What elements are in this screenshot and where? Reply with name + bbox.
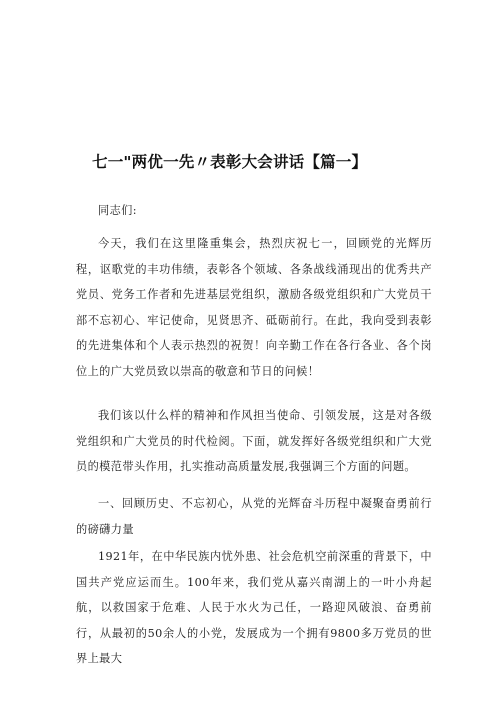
paragraph-3: 1921年，在中华民族内忧外患、社会危机空前深重的背景下，中国共产党应运而生。100年来，我们党从嘉兴南湖上的一叶小舟起航，以救国家于危难、人民于水火为己任，一路迎风破浪、奋勇前行，从最初的50余人的小党，发展成为一个拥有9800多万党员的世界上最大 [76,550,432,666]
salutation: 同志们: [98,204,137,217]
paragraph-2: 我们该以什么样的精神和作风担当使命、引领发展，这是对各级党组织和广大党员的时代检阅。下面，就发挥好各级党组织和广大党员的模范带头作用，扎实推动高质量发展,我强调三个方面的问题。 [76,409,432,474]
document-title: 七一"两优一先〃表彰大会讲话【篇一】 [92,153,368,171]
section-heading-1: 一、回顾历史、不忘初心，从党的光辉奋斗历程中凝聚奋勇前行的磅礴力量 [76,497,432,536]
paragraph-1: 今天，我们在这里隆重集会，热烈庆祝七一，回顾党的光辉历程，讴歌党的丰功伟绩，表彰各个领域、各条战线涌现出的优秀共产党员、党务工作者和先进基层党组织，激励各级党组织和广大党员干部不忘初心、牢记使命，见贤思齐、砥砺前行。在此，我向受到表彰的先进集体和个人表示热烈的祝贺！向辛勤工作在各行各业、各个岗位上的广大党员致以崇高的敬意和节日的问候！ [76,237,432,378]
